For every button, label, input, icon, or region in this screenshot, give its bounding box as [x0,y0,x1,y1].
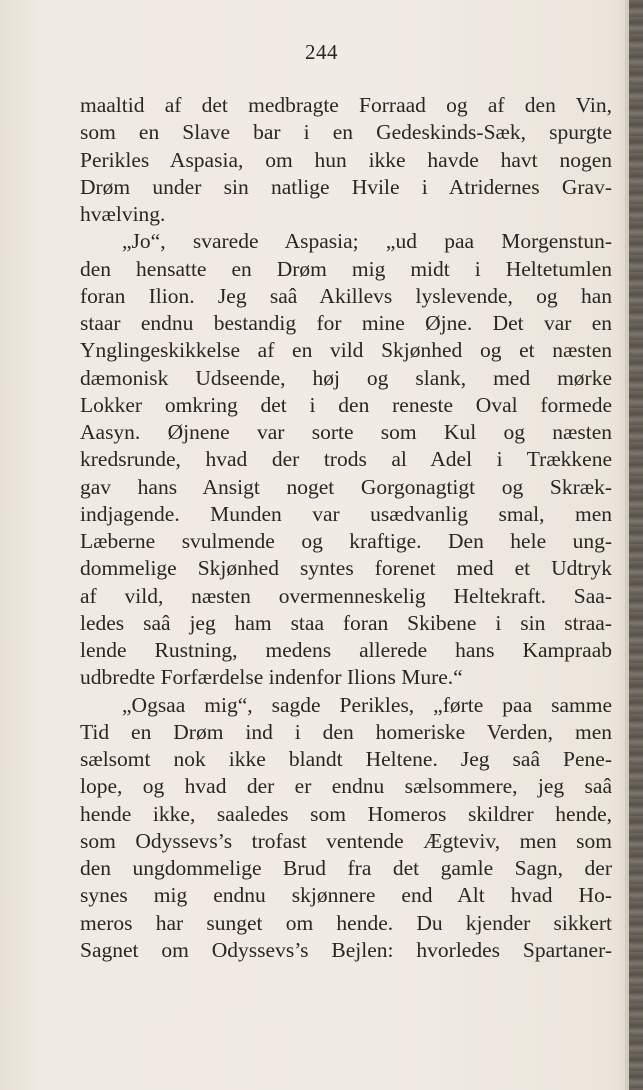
text-line: Sagnet om Odyssevs’s Bejlen: hvorledes Spartaner- [80,937,612,962]
text-line: ledes saâ jeg ham staa foran Skibene i sin straa- [80,610,612,635]
text-line: dommelige Skjønhed syntes forenet med et Udtryk [80,556,612,581]
text-line: hvælving. [80,202,166,226]
text-line: lende Rustning, medens allerede hans Kampraab [80,638,612,662]
text-line: Drøm under sin natlige Hvile i Atridernes Grav- [80,174,612,199]
text-line: den hensatte en Drøm mig midt i Heltetumlen [80,256,612,281]
text-line: som Odyssevs’s trofast ventende Ægteviv, men som [80,828,612,853]
book-binding-edge [629,0,643,1090]
page-number: 244 [305,40,338,64]
text-line: synes mig endnu skjønnere end Alt hvad Ho- [80,883,612,908]
text-line: Lokker omkring det i den reneste Oval formede [80,392,612,417]
text-line: foran Ilion. Jeg saâ Akillevs lyslevende, og han [80,283,612,308]
text-line: dæmonisk Udseende, høj og slank, med mørke [80,365,612,390]
text-line: Ynglingeskikkelse af en vild Skjønhed og et næsten [80,338,612,363]
text-line: gav hans Ansigt noget Gorgonagtigt og Skræk- [80,474,612,499]
text-line: udbredte Forfærdelse indenfor Ilions Mure.“ [80,665,463,690]
text-line: af vild, næsten overmenneskelig Heltekraft. Saa- [80,583,612,608]
text-line: meros har sunget om hende. Du kjender sikkert [80,910,612,935]
text-line: Læberne svulmende og kraftige. Den hele ung- [80,529,612,553]
text-line: staar endnu bestandig for mine Øjne. Det var en [80,311,612,335]
text-line: den ungdommelige Brud fra det gamle Sagn, der [80,856,612,880]
text-line: „Ogsaa mig“, sagde Perikles, „førte paa samme [122,692,612,717]
text-line: lope, og hvad der er endnu sælsommere, jeg saâ [80,774,612,799]
text-line: som en Slave bar i en Gedeskinds-Sæk, spurgte [80,120,612,145]
text-line: hende ikke, saaledes som Homeros skildrer hende, [80,801,612,826]
text-line: Perikles Aspasia, om hun ikke havde havt nogen [80,147,612,172]
text-line: sælsomt nok ikke blandt Heltene. Jeg saâ Pene- [80,747,612,771]
text-line: Aasyn. Øjnene var sorte som Kul og næsten [80,420,612,444]
text-line: indjagende. Munden var usædvanlig smal, men [80,501,612,526]
text-line: „Jo“, svarede Aspasia; „ud paa Morgenstun- [122,229,612,254]
body-text [80,92,612,964]
text-line: kredsrunde, hvad der trods al Adel i Trækkene [80,447,612,472]
text-line: maaltid af det medbragte Forraad og af den Vin, [80,93,612,117]
text-line: Tid en Drøm ind i den homeriske Verden, men [80,719,612,744]
